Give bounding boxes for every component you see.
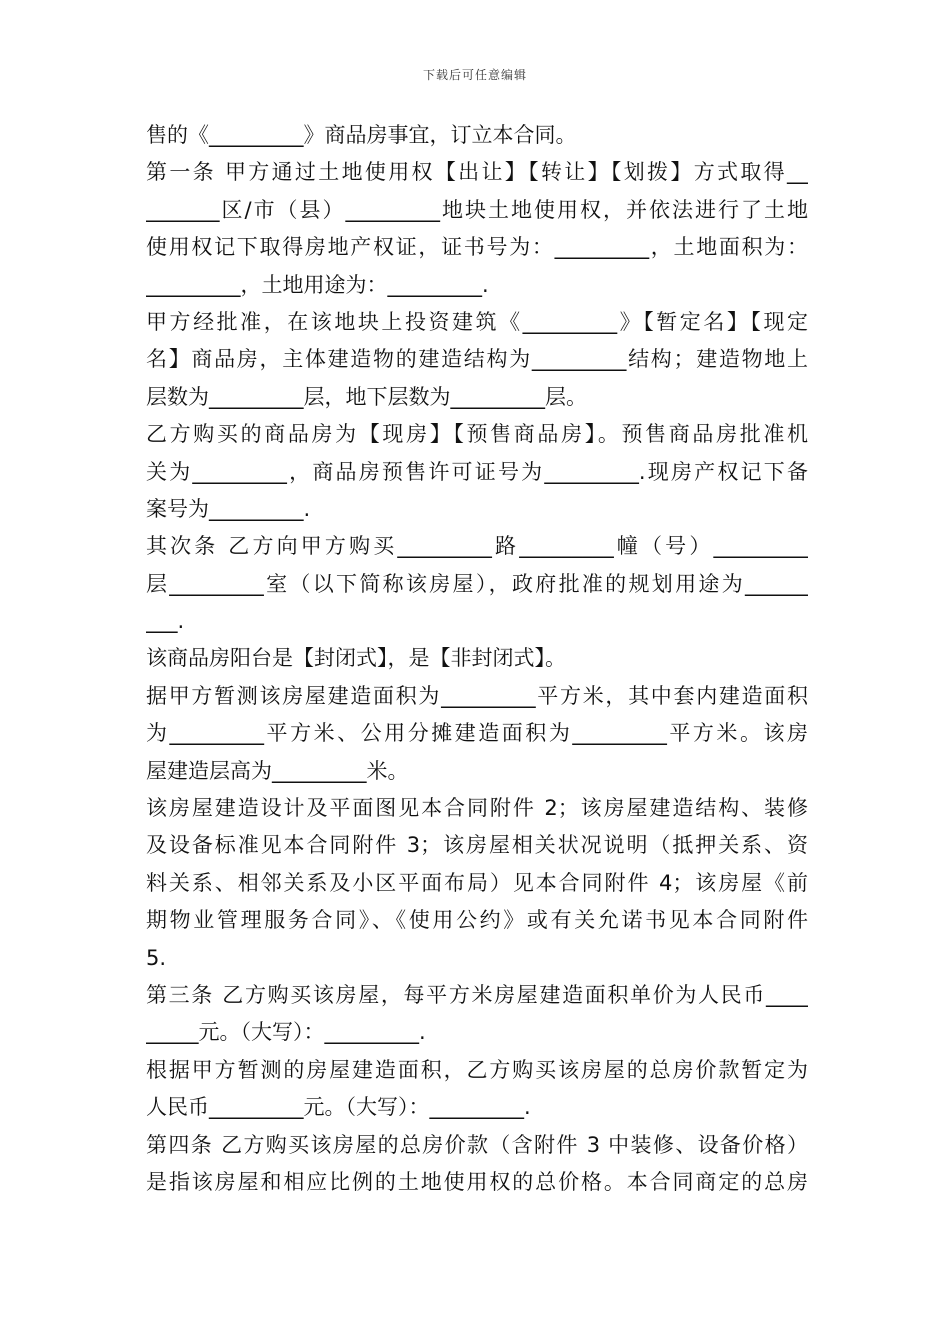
contract-text-line: 案号为_________. [146,496,311,521]
contract-text-line: 人民币_________元。（大写）：_________. [146,1095,531,1120]
contract-text-line: 层数为_________层，地下层数为_________层。 [146,384,587,409]
contract-text-line: 屋建造层高为_________米。 [146,758,409,783]
contract-text-line: _________，土地用途为：_________. [146,272,489,297]
contract-text-line: 售的《_________》商品房事宜，订立本合同。 [146,123,577,147]
contract-text-line: 期物业管理服务合同》、《使用公约》或有关允诺书见本合同附件 [146,908,808,933]
contract-text-line: ___. [146,609,185,634]
contract-text-line: 层_________室（以下简称该房屋），政府批准的规划用途为______ [146,571,808,596]
contract-text-line: 使用权记下取得房地产权证，证书号为：_________，土地面积为： [146,235,808,260]
contract-body [146,117,808,1201]
contract-text-line: 其次条 乙方向甲方购买_________路_________幢（号）_________ [146,534,808,559]
contract-text-line: 该商品房阳台是【封闭式】，是【非封闭式】。 [146,646,566,671]
contract-text-line: 根据甲方暂测的房屋建造面积，乙方购买该房屋的总房价款暂定为 [146,1057,808,1082]
contract-text-line: 该房屋建造设计及平面图见本合同附件 2；该房屋建造结构、装修 [146,796,808,821]
contract-text-line: 5. [146,945,167,970]
contract-text-line: _______区/市（县）_________地块土地使用权，并依法进行了土地 [146,197,808,222]
contract-text-line: 名】商品房，主体建造物的建造结构为_________结构；建造物地上 [146,347,808,372]
contract-text-line: _____元。（大写）：_________. [146,1020,426,1045]
contract-text-line: 关为_________，商品房预售许可证号为_________.现房产权记下备 [146,459,808,484]
header-note: 下载后可任意编辑 [422,68,527,82]
contract-text-line: 甲方经批准，在该地块上投资建筑《_________》【暂定名】【现定 [146,309,808,334]
contract-text-line: 第一条 甲方通过土地使用权【出让】【转让】【划拨】方式取得__ [146,160,808,185]
contract-text-line: 是指该房屋和相应比例的土地使用权的总价格。本合同商定的总房 [146,1169,808,1194]
contract-text-line: 料关系、相邻关系及小区平面布局）见本合同附件 4；该房屋《前 [146,870,808,895]
contract-text-line: 第四条 乙方购买该房屋的总房价款（含附件 3 中装修、设备价格） [146,1132,808,1157]
contract-text-line: 第三条 乙方购买该房屋，每平方米房屋建造面积单价为人民币____ [146,982,808,1007]
contract-text-line: 为_________平方米、公用分摊建造面积为_________平方米。该房 [146,721,808,746]
contract-text-line: 据甲方暂测该房屋建造面积为_________平方米，其中套内建造面积 [146,683,808,708]
contract-text-line: 及设备标准见本合同附件 3；该房屋相关状况说明（抵押关系、资 [146,833,808,858]
contract-text-line: 乙方购买的商品房为【现房】【预售商品房】。预售商品房批准机 [146,422,808,447]
